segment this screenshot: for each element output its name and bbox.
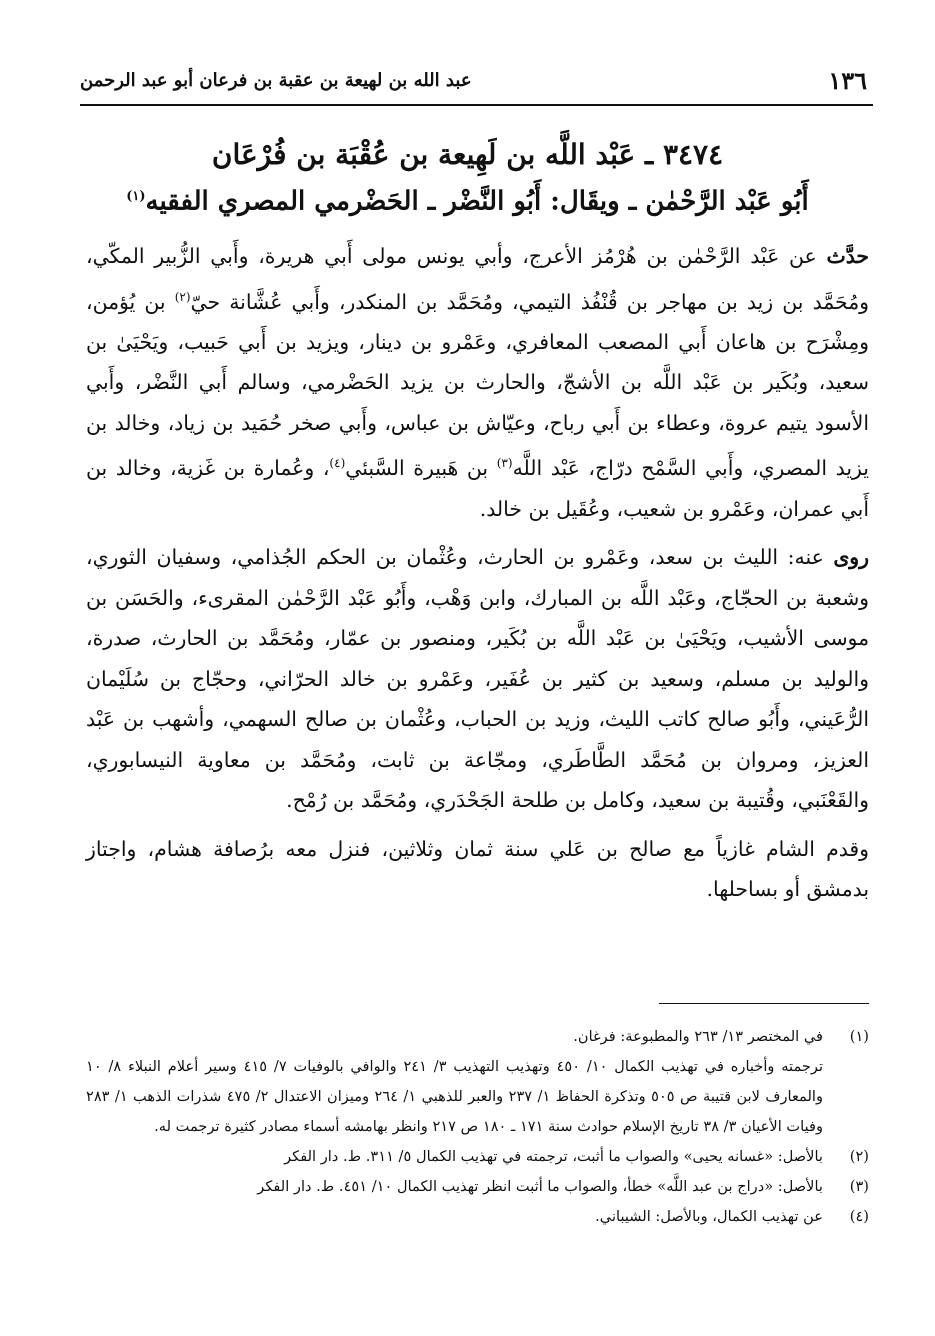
footnote-4 — [86, 1202, 869, 1232]
running-title: عبد الله بن لهيعة بن عقبة بن فرعان أبو عبد الرحمن — [80, 70, 472, 91]
footnote-1 — [86, 1022, 869, 1142]
footnote-text — [86, 1022, 823, 1142]
footnote-divider — [659, 1003, 869, 1004]
footnote-line: عن تهذيب الكمال، وبالأصل: الشيباني. — [595, 1208, 823, 1225]
footnote-number: (١) — [849, 1028, 869, 1045]
paragraph-text: عنه: الليث بن سعد، وعَمْرو بن الحارث، وعُثْمان بن الحكم الجُذامي، وسفيان الثوري، وشعبة بن الحجّاج، وعَبْد اللَّه بن المبارك، وابن وَهْب، وأَبُو عَبْد الرَّحْمٰن المقرىء، والحَسَن بن موسى الأشيب، ويَحْيَىٰ بن عَبْد اللَّه بن بُكَير، ومنصور بن عمّار، ومُحَمَّد بن الحارث، صدرة، والوليد بن مسلم، وسعيد بن كثير بن عُفَير، وعَمْرو بن خالد الحرّاني، وحجّاج بن سُلَيْمان الرُّعَيني، وأَبُو صالح كاتب الليث، وزيد بن الحباب، وعُثْمان بن صالح السهمي، وأشهب بن عَبْد العزيز، ومروان بن مُحَمَّد الطَّاطَري، ومجّاعة بن ثابت، ومُحَمَّد بن معاوية النيسابوري، والقَعْنَبي، وقُتيبة بن سعيد، وكامل بن طلحة الجَحْدَري، ومُحَمَّد بن رُمْح. — [86, 545, 869, 813]
footnote-text — [86, 1172, 823, 1202]
entry-title-line-2-text: أَبُو عَبْد الرَّحْمٰن ـ ويقَال: أَبُو النَّضْر ـ الحَضْرمي المصري الفقيه — [145, 186, 809, 217]
footnote-line: بالأصل: «دراج بن عبد اللَّه» خطأ، والصواب ما أثبت انظر تهذيب الكمال ١٠/ ٤٥١. ط. دار الفكر — [257, 1178, 823, 1195]
paragraph-text: عن عَبْد الرَّحْمٰن بن هُرْمُز الأعرج، وأبي يونس مولى أَبي هريرة، وأَبي الزُّبير المكّي، ومُحَمَّد بن زيد بن مهاجر بن قُنْفُذ التيمي، ومُحَمَّد بن المنكدر، وأَبي عُشَّانة حيّ — [86, 244, 869, 314]
paragraph-travel — [86, 829, 869, 910]
paragraph-text: ، وعُمارة بن غَزية، وخالد بن أَبي عمران، وعَمْرو بن شعيب، وعُقَيل بن خالد. — [86, 456, 869, 521]
footnote-2 — [86, 1142, 869, 1172]
footnote-line: بالأصل: «غسانه يحيى» والصواب ما أثبت، ترجمته في تهذيب الكمال ٥/ ٣١١. ط. دار الفكر — [284, 1148, 823, 1165]
footnote-ref-4[interactable]: (٤) — [329, 456, 346, 471]
paragraph-text: بن يُؤمن، ومِشْرَح بن هاعان أَبي المصعب المعافري، وعَمْرو بن دينار، ويزيد بن أَبي حَبيب، ويَحْيَىٰ بن سعيد، وبُكَير بن عَبْد اللَّه بن الأشجّ، والحارث بن يزيد الحَضْرمي، وسالم أَبي النَّضْر، وأَبي الأسود يتيم عروة، وعطاء بن أَبي رباح، وعيّاش بن عباس، وأَبي صخر حُمَيد بن زياد، وخالد بن يزيد المصري، وأَبي السَّمْح درّاج، عَبْد اللَّه — [86, 289, 869, 481]
paragraph-narrators-from-him — [86, 537, 869, 821]
paragraph-text: بن هَبيرة السَّبئي — [345, 456, 497, 481]
paragraph-narrated-from — [86, 236, 869, 529]
footnote-number: (٣) — [849, 1178, 869, 1195]
footnote-ref-2[interactable]: (٢) — [174, 289, 191, 304]
page-number: ١٣٦ — [828, 66, 867, 95]
footnote-text — [86, 1202, 823, 1232]
page-header — [80, 60, 867, 100]
header-divider — [80, 104, 873, 106]
footnote-ref-1[interactable]: (١) — [126, 189, 146, 204]
entry-title-line-1: ٣٤٧٤ ـ عَبْد اللَّه بن لَهِيعة بن عُقْبَة بن فُرْعَان — [211, 138, 724, 171]
paragraph-text: وقدم الشام غازياً مع صالح بن عَلي سنة ثمان وثلاثين، فنزل معه برُصافة هشام، واجتاز بدمشق أو بساحلها. — [86, 836, 869, 902]
paragraph-lead-word: حدَّث — [826, 244, 870, 268]
body-text — [86, 236, 869, 910]
footnote-number: (٢) — [849, 1148, 869, 1165]
paragraph-lead-word: روى — [833, 545, 869, 570]
footnote-ref-3[interactable]: (٣) — [496, 456, 513, 471]
footnote-text — [86, 1142, 823, 1172]
footnote-line: في المختصر ١٣/ ٢٦٣ والمطبوعة: فرغان. — [573, 1028, 823, 1045]
entry-heading — [60, 134, 875, 223]
footnote-number: (٤) — [849, 1208, 869, 1225]
footnotes — [86, 1022, 869, 1232]
entry-title-line-2 — [60, 176, 875, 223]
footnote-3 — [86, 1172, 869, 1202]
footnote-line: ترجمته وأخباره في تهذيب الكمال ١٠/ ٤٥٠ وتهذيب التهذيب ٣/ ٢٤١ والوافي بالوفيات ٧/ ٤١٥ وسير أعلام النبلاء ٨/ ١٠ والمعارف لابن قتيبة ص ٥٠٥ وتذكرة الحفاظ ١/ ٢٣٧ والعبر للذهبي ١/ ٢٦٤ وميزان الاعتدال ٢/ ٤٧٥ شذرات الذهب ١/ ٢٨٣ وفيات الأعيان ٣/ ٣٨ تاريخ الإسلام حوادث سنة ١٧١ ـ ١٨٠ ص ٢١٧ وانظر بهامشه أسماء مصادر كثيرة ترجمت له. — [86, 1058, 824, 1135]
